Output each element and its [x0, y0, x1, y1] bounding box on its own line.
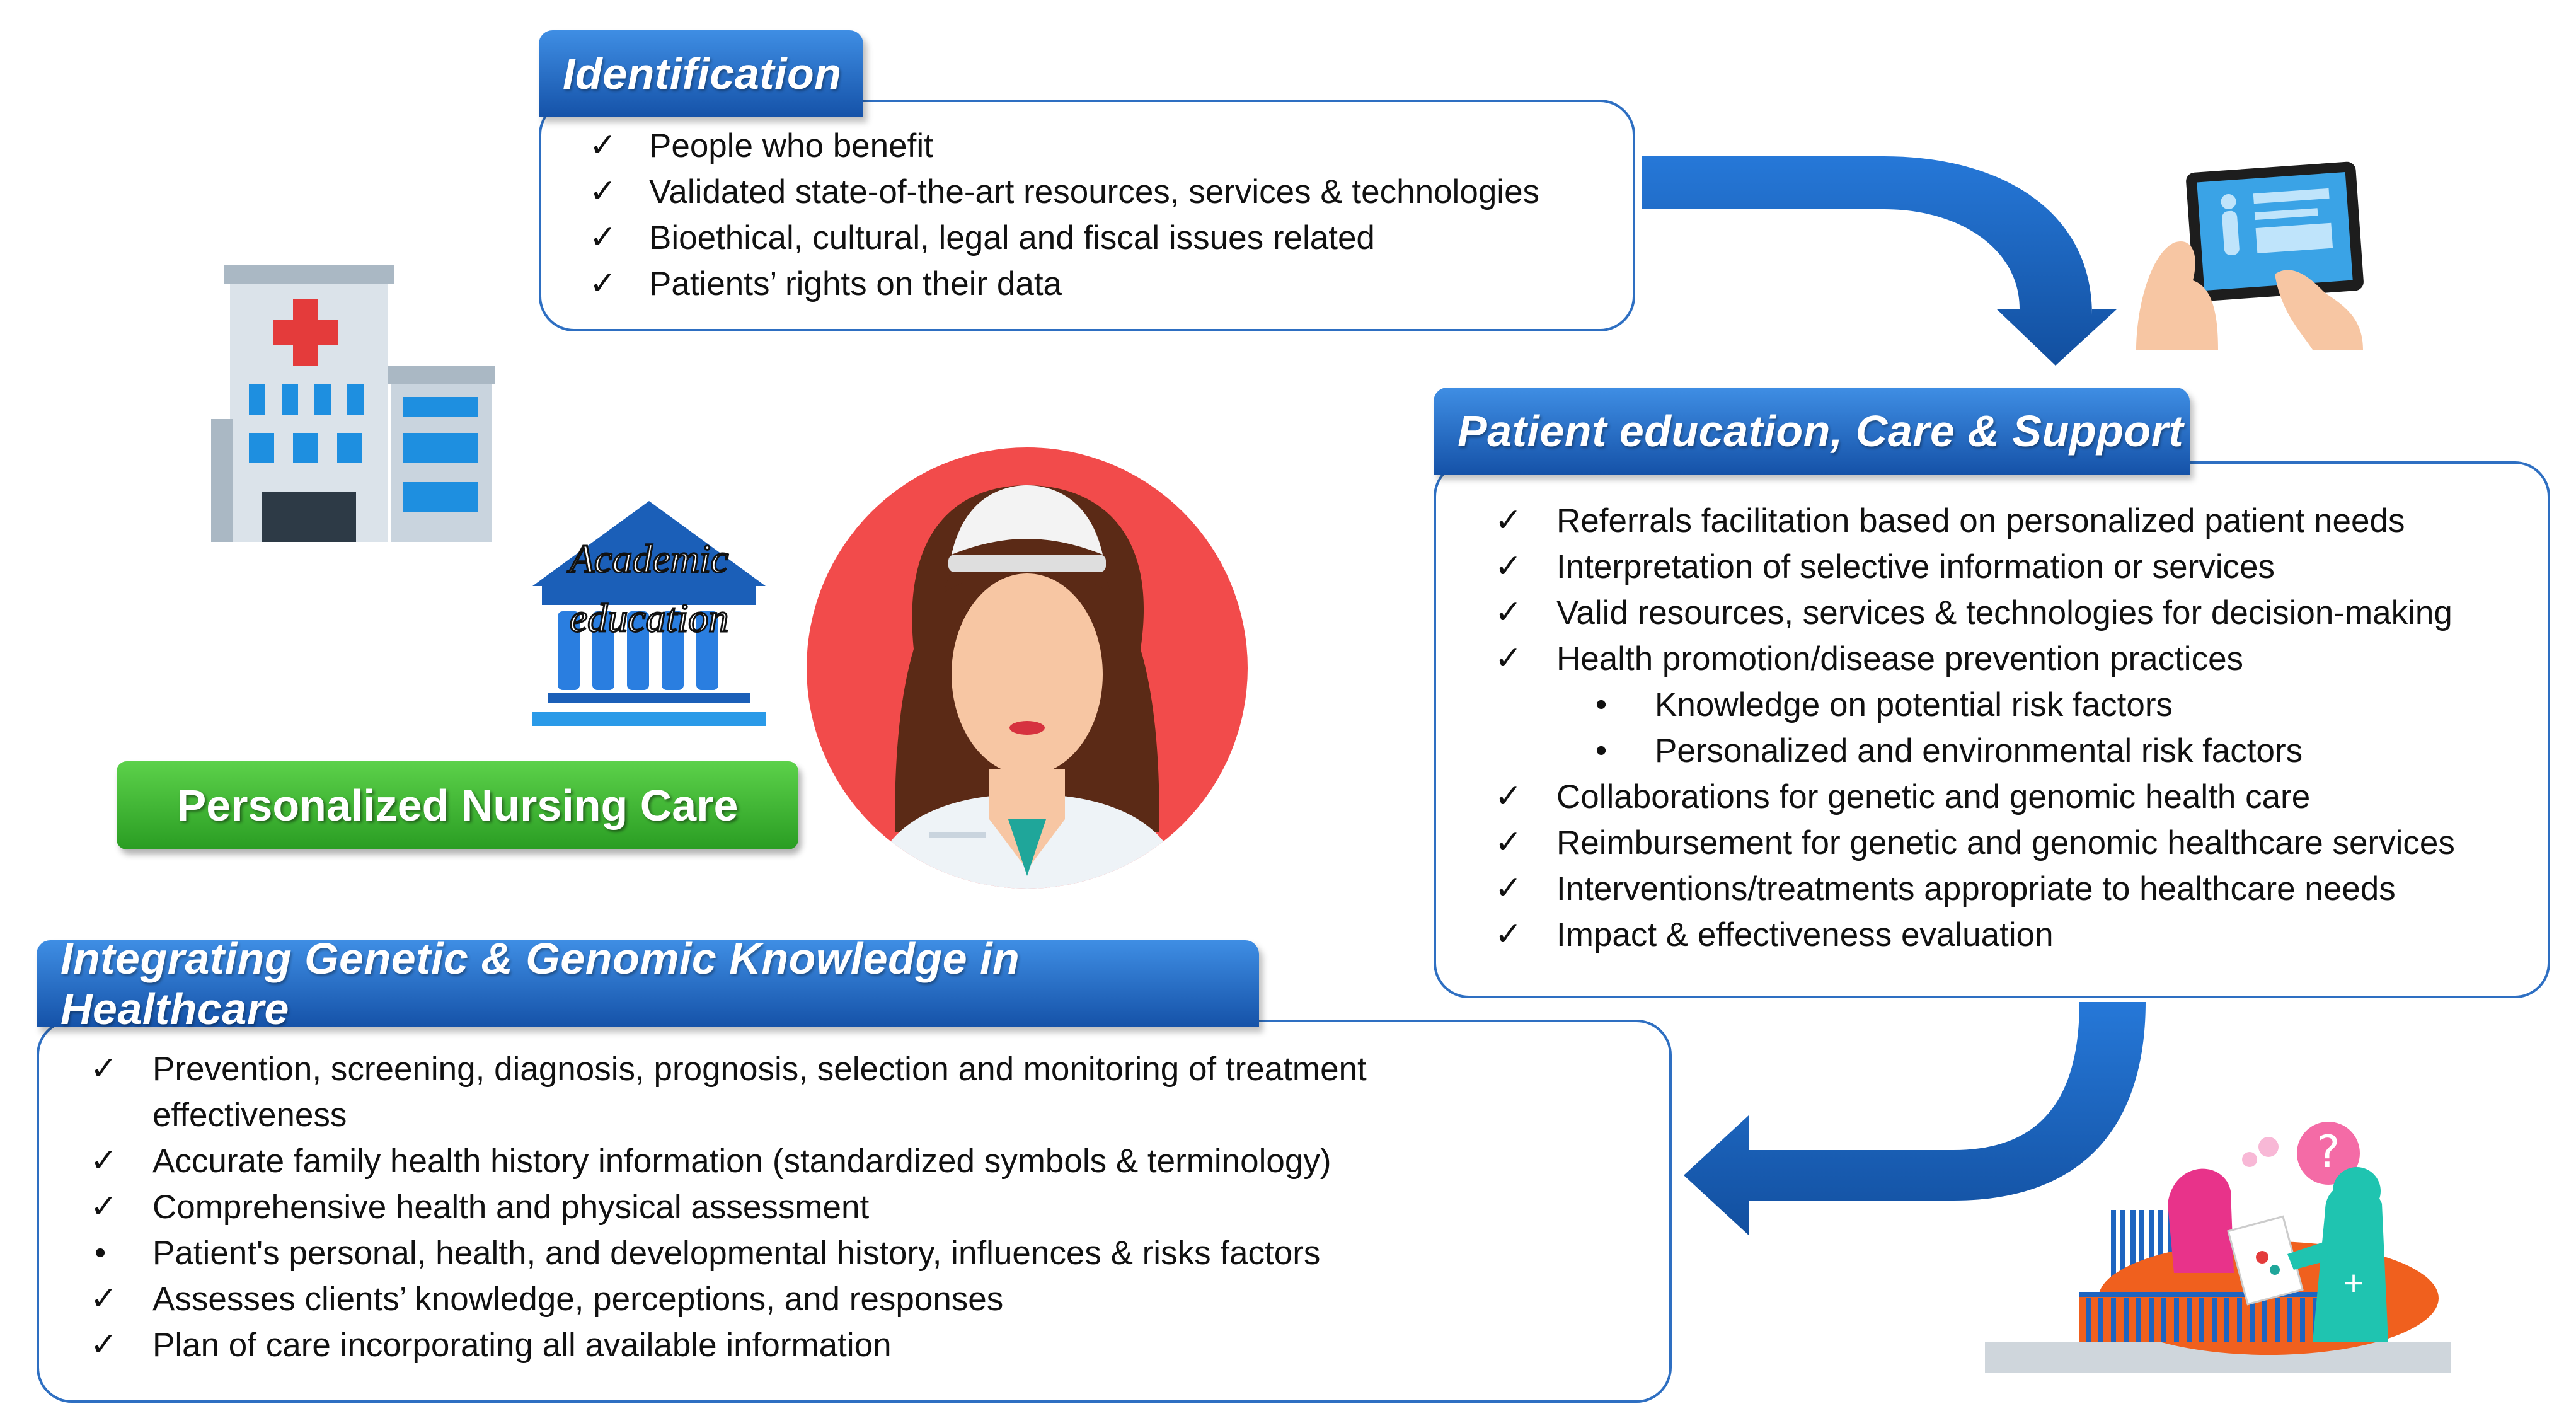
education-mark-7: ✓: [1495, 778, 1522, 815]
education-mark-1: ✓: [1495, 502, 1522, 539]
education-item-5: Knowledge on potential risk factors: [1655, 686, 2173, 723]
education-bullet-5: •: [1596, 686, 1607, 723]
education-item-9: Interventions/treatments appropriate to healthcare needs: [1556, 870, 2396, 907]
identification-item-4: Patients’ rights on their data: [649, 265, 1062, 302]
integrating-bullet-5: •: [95, 1235, 106, 1271]
tablet-icon: [2124, 161, 2376, 356]
patient-education-tab: [1434, 388, 2190, 475]
education-item-3: Valid resources, services & technologies for decision-making: [1556, 594, 2452, 631]
integrating-mark-3: ✓: [90, 1143, 118, 1179]
integrating-tab: [37, 934, 1259, 1034]
education-item-8: Reimbursement for genetic and genomic healthcare services: [1556, 824, 2455, 861]
education-mark-10: ✓: [1495, 916, 1522, 953]
integrating-item-7: Plan of care incorporating all available information: [152, 1327, 892, 1364]
education-item-7: Collaborations for genetic and genomic health care: [1556, 778, 2311, 815]
integrating-mark-1: ✓: [90, 1051, 118, 1087]
education-item-4: Health promotion/disease prevention practices: [1556, 640, 2244, 677]
patient-education-title: Patient education, Care & Support: [1458, 406, 2184, 456]
education-bullet-6: •: [1596, 732, 1607, 769]
arrow-identification-to-education: [1642, 156, 2117, 366]
identification-mark-1: ✓: [589, 127, 617, 164]
integrating-mark-7: ✓: [90, 1327, 118, 1363]
education-item-2: Interpretation of selective information or services: [1556, 548, 2275, 585]
integrating-item-6: Assesses clients’ knowledge, perceptions, and responses: [152, 1281, 1004, 1318]
integrating-mark-4: ✓: [90, 1189, 118, 1225]
identification-mark-4: ✓: [589, 265, 617, 302]
education-mark-4: ✓: [1495, 640, 1522, 677]
nurse-avatar-icon: [807, 441, 1248, 895]
education-item-10: Impact & effectiveness evaluation: [1556, 916, 2054, 953]
education-mark-3: ✓: [1495, 594, 1522, 631]
education-mark-9: ✓: [1495, 870, 1522, 907]
integrating-item-1-continued: effectiveness: [152, 1097, 347, 1134]
integrating-item-1: Prevention, screening, diagnosis, prognosis, selection and monitoring of treatment: [152, 1051, 1367, 1088]
patient-bed-icon: [1985, 1109, 2464, 1386]
education-item-1: Referrals facilitation based on personalized patient needs: [1556, 502, 2405, 539]
education-mark-2: ✓: [1495, 548, 1522, 585]
personalized-nursing-care-label: Personalized Nursing Care: [176, 781, 739, 830]
identification-mark-3: ✓: [589, 219, 617, 256]
svg-text:+: +: [2342, 1267, 2366, 1299]
integrating-item-5: Patient's personal, health, and developmental history, influences & risks factors: [152, 1235, 1321, 1272]
identification-title: Identification: [563, 49, 842, 98]
integrating-item-3: Accurate family health history information (standardized symbols & terminology): [152, 1143, 1331, 1180]
integrating-mark-6: ✓: [90, 1281, 118, 1317]
academic-label-line2: education: [569, 596, 729, 640]
integrating-title: Integrating Genetic & Genomic Knowledge in Healthcare: [60, 934, 1020, 1034]
hospital-icon: [205, 262, 501, 542]
identification-tab: [539, 30, 863, 117]
academic-label-line1: Academic: [569, 536, 729, 581]
academic-education-label: [526, 529, 772, 648]
education-mark-8: ✓: [1495, 824, 1522, 861]
identification-item-3: Bioethical, cultural, legal and fiscal issues related: [649, 219, 1375, 256]
identification-mark-2: ✓: [589, 173, 617, 210]
personalized-nursing-care-button[interactable]: [117, 761, 798, 849]
svg-text:?: ?: [2316, 1126, 2340, 1178]
education-item-6: Personalized and environmental risk factors: [1655, 732, 2303, 769]
integrating-item-4: Comprehensive health and physical assessment: [152, 1189, 870, 1226]
identification-item-1: People who benefit: [649, 127, 933, 164]
identification-item-2: Validated state-of-the-art resources, services & technologies: [649, 173, 1540, 210]
